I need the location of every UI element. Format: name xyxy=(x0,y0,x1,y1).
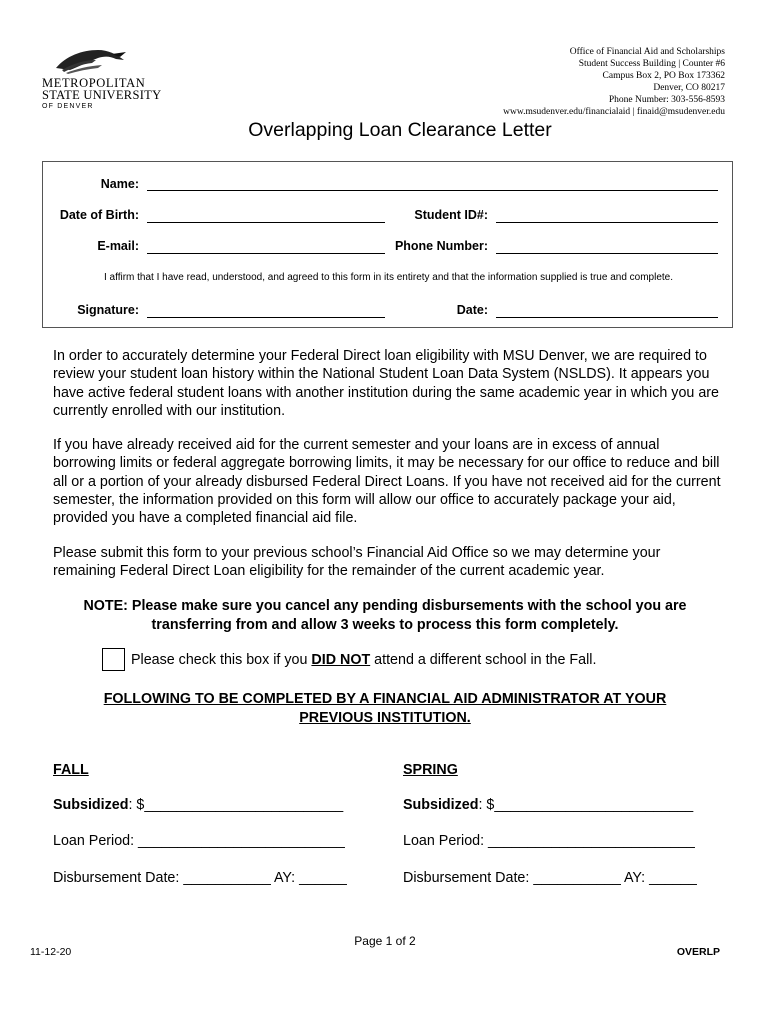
date-label: Date: xyxy=(456,303,488,317)
fall-subsidized-field[interactable] xyxy=(53,797,343,813)
phone-field[interactable] xyxy=(496,253,718,254)
page-title: Overlapping Loan Clearance Letter xyxy=(248,119,552,141)
address-line: Phone Number: 303-556-8593 xyxy=(608,95,725,105)
name-field[interactable] xyxy=(147,190,718,191)
email-field[interactable] xyxy=(147,253,385,254)
spring-loan-period-field[interactable]: Loan Period: __________________________ xyxy=(403,833,695,849)
admin-heading-line: PREVIOUS INSTITUTION. xyxy=(299,709,471,726)
revision-date: 11-12-20 xyxy=(30,946,72,958)
spring-disbursement-field[interactable]: Disbursement Date: ___________ AY: ______ xyxy=(403,870,697,886)
checkbox-label-emphasis: DID NOT xyxy=(311,652,371,668)
dob-field[interactable] xyxy=(147,222,385,223)
logo-text-line2: STATE UNIVERSITY xyxy=(42,88,162,102)
paragraph-nslds: In order to accurately determine your Federal Direct loan eligibility with MSU Denver, we are required to review your student loan history within the National Student Loan Data System (NSLDS). It appears you have active federal student loans with another institution during the same academic year in which you are currently enrolled with our institution. xyxy=(53,348,719,419)
spring-subsidized-blank: : $_________________________ xyxy=(478,797,694,813)
email-label: E-mail: xyxy=(97,239,139,253)
note-line: transferring from and allow 3 weeks to process this form completely. xyxy=(151,616,619,633)
spring-heading: SPRING xyxy=(403,762,458,778)
checkbox-label xyxy=(131,652,596,668)
paragraph-submit: Please submit this form to your previous school’s Financial Aid Office so we may determine your remaining Federal Direct Loan eligibility for the remainder of the current academic year. xyxy=(53,545,661,580)
administrator-heading xyxy=(40,690,730,727)
address-line: Student Success Building | Counter #6 xyxy=(578,59,725,69)
admin-heading-line: FOLLOWING TO BE COMPLETED BY A FINANCIAL AID ADMINISTRATOR AT YOUR xyxy=(103,691,667,707)
signature-label: Signature: xyxy=(77,303,139,317)
checkbox-label-prefix: Please check this box if you xyxy=(131,652,312,668)
student-id-field[interactable] xyxy=(496,222,718,223)
note-text xyxy=(40,597,730,634)
checkbox-label-suffix: attend a different school in the Fall. xyxy=(370,652,597,668)
student-id-label: Student ID#: xyxy=(414,208,488,222)
address-line: Office of Financial Aid and Scholarships xyxy=(569,47,725,57)
signature-field[interactable] xyxy=(147,317,385,318)
msu-denver-logo xyxy=(40,46,170,116)
address-line: www.msudenver.edu/financialaid | finaid@msudenver.edu xyxy=(503,107,725,117)
fall-loan-period-field[interactable]: Loan Period: __________________________ xyxy=(53,833,345,849)
did-not-attend-checkbox[interactable] xyxy=(102,648,125,671)
address-line: Campus Box 2, PO Box 173362 xyxy=(602,71,725,81)
fall-disbursement-field[interactable]: Disbursement Date: ___________ AY: ______ xyxy=(53,870,347,886)
logo-text-line3: OF DENVER xyxy=(42,103,94,110)
spring-subsidized-field[interactable] xyxy=(403,797,693,813)
dob-label: Date of Birth: xyxy=(59,208,139,222)
fall-heading: FALL xyxy=(53,762,89,778)
office-address xyxy=(503,46,725,118)
fall-subsidized-label: Subsidized xyxy=(53,797,129,813)
phone-label: Phone Number: xyxy=(394,239,488,253)
logo-text-line1: METROPOLITAN xyxy=(42,76,146,90)
note-line: NOTE: Please make sure you cancel any pending disbursements with the school you are xyxy=(83,598,687,614)
page-number: Page 1 of 2 xyxy=(354,934,416,948)
name-label: Name: xyxy=(100,177,139,191)
affirmation-text: I affirm that I have read, understood, and agreed to this form in its entirety and that the information supplied is true and complete. xyxy=(103,272,674,283)
date-field[interactable] xyxy=(496,317,718,318)
paragraph-aid-limits: If you have already received aid for the current semester and your loans are in excess of annual borrowing limits or federal aggregate borrowing limits, it may be necessary for our office to reduce and bill all or a portion of your already disbursed Federal Direct Loans. If you have not received aid for the current semester, the information provided on this form will allow our office to accurately package your aid, provided you have a completed financial aid file. xyxy=(53,437,721,527)
spring-subsidized-label: Subsidized xyxy=(403,797,479,813)
form-code: OVERLP xyxy=(676,946,720,958)
address-line: Denver, CO 80217 xyxy=(653,83,725,93)
student-info-form xyxy=(42,161,733,328)
roadrunner-logo-icon xyxy=(52,46,132,76)
fall-subsidized-blank: : $_________________________ xyxy=(128,797,344,813)
